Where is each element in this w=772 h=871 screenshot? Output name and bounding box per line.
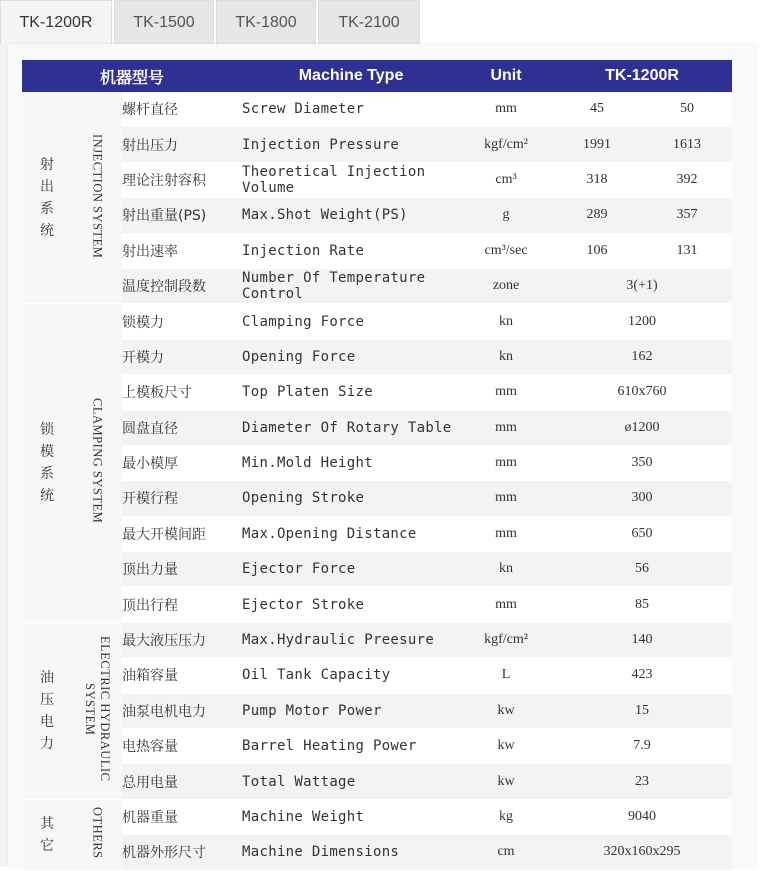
spec-name-cn: 射出重量(PS) <box>122 198 242 233</box>
spec-unit: mm <box>460 410 552 445</box>
spec-value: ø1200 <box>552 410 732 445</box>
table-row <box>22 835 732 870</box>
spec-unit: kgf/cm² <box>460 127 552 162</box>
header-machine-type-en: Machine Type <box>242 60 460 92</box>
spec-name-cn: 上模板尺寸 <box>122 375 242 410</box>
group-cn-text: 射出系统 <box>40 156 54 239</box>
spec-value-2: 1613 <box>642 127 732 162</box>
spec-name-en: Theoretical Injection Volume <box>242 162 460 197</box>
table-row <box>22 127 732 162</box>
spec-unit: L <box>460 658 552 693</box>
spec-value: 140 <box>552 622 732 657</box>
spec-name-en: Opening Stroke <box>242 481 460 516</box>
table-row <box>22 445 732 480</box>
spec-name-en: Barrel Heating Power <box>242 729 460 764</box>
group-label-others-cn <box>22 799 72 870</box>
spec-name-en: Min.Mold Height <box>242 445 460 480</box>
spec-name-cn: 顶出力量 <box>122 552 242 587</box>
group-label-clamping-en <box>72 304 122 623</box>
spec-unit: mm <box>460 516 552 551</box>
table-row <box>22 410 732 445</box>
header-unit: Unit <box>460 60 552 92</box>
spec-name-cn: 顶出行程 <box>122 587 242 622</box>
spec-name-en: Pump Motor Power <box>242 693 460 728</box>
spec-name-cn: 油箱容量 <box>122 658 242 693</box>
tab-tk-2100[interactable]: TK-2100 <box>318 0 420 44</box>
spec-value: 3(+1) <box>552 268 732 303</box>
spec-name-cn: 最大液压压力 <box>122 622 242 657</box>
spec-table-body <box>22 92 732 870</box>
group-label-injection-en <box>72 92 122 304</box>
group-cn-text: 其它 <box>40 815 54 854</box>
spec-name-cn: 射出速率 <box>122 233 242 268</box>
spec-name-en: Ejector Force <box>242 552 460 587</box>
spec-value: 9040 <box>552 799 732 834</box>
group-label-electric-en <box>72 622 122 799</box>
spec-value: 162 <box>552 339 732 374</box>
group-label-injection-cn <box>22 92 72 304</box>
table-row <box>22 375 732 410</box>
spec-value: 56 <box>552 552 732 587</box>
spec-name-cn: 射出压力 <box>122 127 242 162</box>
spec-name-en: Max.Hydraulic Preesure <box>242 622 460 657</box>
spec-value: 15 <box>552 693 732 728</box>
spec-name-en: Machine Weight <box>242 799 460 834</box>
spec-unit: mm <box>460 445 552 480</box>
spec-name-cn: 圆盘直径 <box>122 410 242 445</box>
spec-name-cn: 开模行程 <box>122 481 242 516</box>
spec-value: 650 <box>552 516 732 551</box>
spec-unit: mm <box>460 92 552 127</box>
table-row <box>22 658 732 693</box>
spec-name-cn: 温度控制段数 <box>122 268 242 303</box>
spec-unit: kn <box>460 552 552 587</box>
spec-name-cn: 最大开模间距 <box>122 516 242 551</box>
model-tabs <box>0 0 772 44</box>
spec-name-cn: 机器重量 <box>122 799 242 834</box>
spec-name-en: Oil Tank Capacity <box>242 658 460 693</box>
spec-value: 423 <box>552 658 732 693</box>
table-row <box>22 516 732 551</box>
group-label-electric-cn <box>22 622 72 799</box>
table-row <box>22 693 732 728</box>
table-row <box>22 622 732 657</box>
spec-unit: kw <box>460 764 552 799</box>
table-row <box>22 799 732 834</box>
spec-unit: kn <box>460 304 552 339</box>
table-row <box>22 552 732 587</box>
spec-name-en: Injection Rate <box>242 233 460 268</box>
table-header-row <box>22 60 732 92</box>
spec-unit: cm³/sec <box>460 233 552 268</box>
spec-name-en: Number Of Temperature Control <box>242 268 460 303</box>
group-cn-text: 锁模系统 <box>40 422 54 505</box>
spec-unit: g <box>460 198 552 233</box>
spec-name-cn: 电热容量 <box>122 729 242 764</box>
spec-value-2: 131 <box>642 233 732 268</box>
spec-unit: kn <box>460 339 552 374</box>
spec-name-en: Injection Pressure <box>242 127 460 162</box>
group-label-others-en <box>72 799 122 870</box>
spec-value: 320x160x295 <box>552 835 732 870</box>
spec-name-cn: 油泵电机电力 <box>122 693 242 728</box>
spec-name-en: Opening Force <box>242 339 460 374</box>
spec-name-en: Max.Shot Weight(PS) <box>242 198 460 233</box>
table-row <box>22 198 732 233</box>
spec-value: 7.9 <box>552 729 732 764</box>
spec-name-en: Max.Opening Distance <box>242 516 460 551</box>
spec-unit: zone <box>460 268 552 303</box>
spec-value-2: 392 <box>642 162 732 197</box>
spec-name-en: Machine Dimensions <box>242 835 460 870</box>
spec-value-1: 106 <box>552 233 642 268</box>
spec-unit: kw <box>460 729 552 764</box>
group-en-text: ELECTRIC HYDRAULIC SYSTEM <box>83 636 112 782</box>
table-row <box>22 481 732 516</box>
table-row <box>22 92 732 127</box>
spec-name-en: Clamping Force <box>242 304 460 339</box>
spec-unit: mm <box>460 375 552 410</box>
spec-unit: cm <box>460 835 552 870</box>
table-row <box>22 304 732 339</box>
spec-value-2: 50 <box>642 92 732 127</box>
spec-value: 1200 <box>552 304 732 339</box>
spec-unit: cm³ <box>460 162 552 197</box>
spec-name-en: Ejector Stroke <box>242 587 460 622</box>
spec-value-1: 45 <box>552 92 642 127</box>
table-row <box>22 764 732 799</box>
spec-name-cn: 理论注射容积 <box>122 162 242 197</box>
spec-value: 85 <box>552 587 732 622</box>
table-row <box>22 729 732 764</box>
tab-tk-1800[interactable]: TK-1800 <box>216 0 316 44</box>
group-en-text: INJECTION SYSTEM <box>90 133 105 258</box>
spec-unit: kgf/cm² <box>460 622 552 657</box>
spec-name-cn: 螺杆直径 <box>122 92 242 127</box>
spec-name-cn: 最小模厚 <box>122 445 242 480</box>
spec-value-2: 357 <box>642 198 732 233</box>
spec-name-cn: 机器外形尺寸 <box>122 835 242 870</box>
spec-unit: mm <box>460 587 552 622</box>
spec-table <box>22 60 732 871</box>
group-label-clamping-cn <box>22 304 72 623</box>
group-en-text: OTHERS <box>90 806 105 859</box>
tab-tk-1200r[interactable]: TK-1200R <box>0 0 112 44</box>
spec-value-1: 289 <box>552 198 642 233</box>
group-en-text: CLAMPING SYSTEM <box>90 398 105 524</box>
spec-value: 350 <box>552 445 732 480</box>
group-cn-text: 油压电力 <box>40 669 54 752</box>
spec-value-1: 318 <box>552 162 642 197</box>
spec-unit: mm <box>460 481 552 516</box>
header-machine-type-cn: 机器型号 <box>22 60 242 92</box>
spec-name-en: Screw Diameter <box>242 92 460 127</box>
table-row <box>22 162 732 197</box>
spec-name-cn: 总用电量 <box>122 764 242 799</box>
table-row <box>22 339 732 374</box>
table-row <box>22 587 732 622</box>
spec-name-cn: 开模力 <box>122 339 242 374</box>
spec-name-cn: 锁模力 <box>122 304 242 339</box>
tab-tk-1500[interactable]: TK-1500 <box>114 0 214 44</box>
spec-value: 23 <box>552 764 732 799</box>
header-model: TK-1200R <box>552 60 732 92</box>
spec-value: 610x760 <box>552 375 732 410</box>
spec-name-en: Total Wattage <box>242 764 460 799</box>
spec-value-1: 1991 <box>552 127 642 162</box>
spec-name-en: Diameter Of Rotary Table <box>242 410 460 445</box>
table-row <box>22 268 732 303</box>
spec-value: 300 <box>552 481 732 516</box>
spec-unit: kw <box>460 693 552 728</box>
spec-name-en: Top Platen Size <box>242 375 460 410</box>
spec-unit: kg <box>460 799 552 834</box>
table-row <box>22 233 732 268</box>
